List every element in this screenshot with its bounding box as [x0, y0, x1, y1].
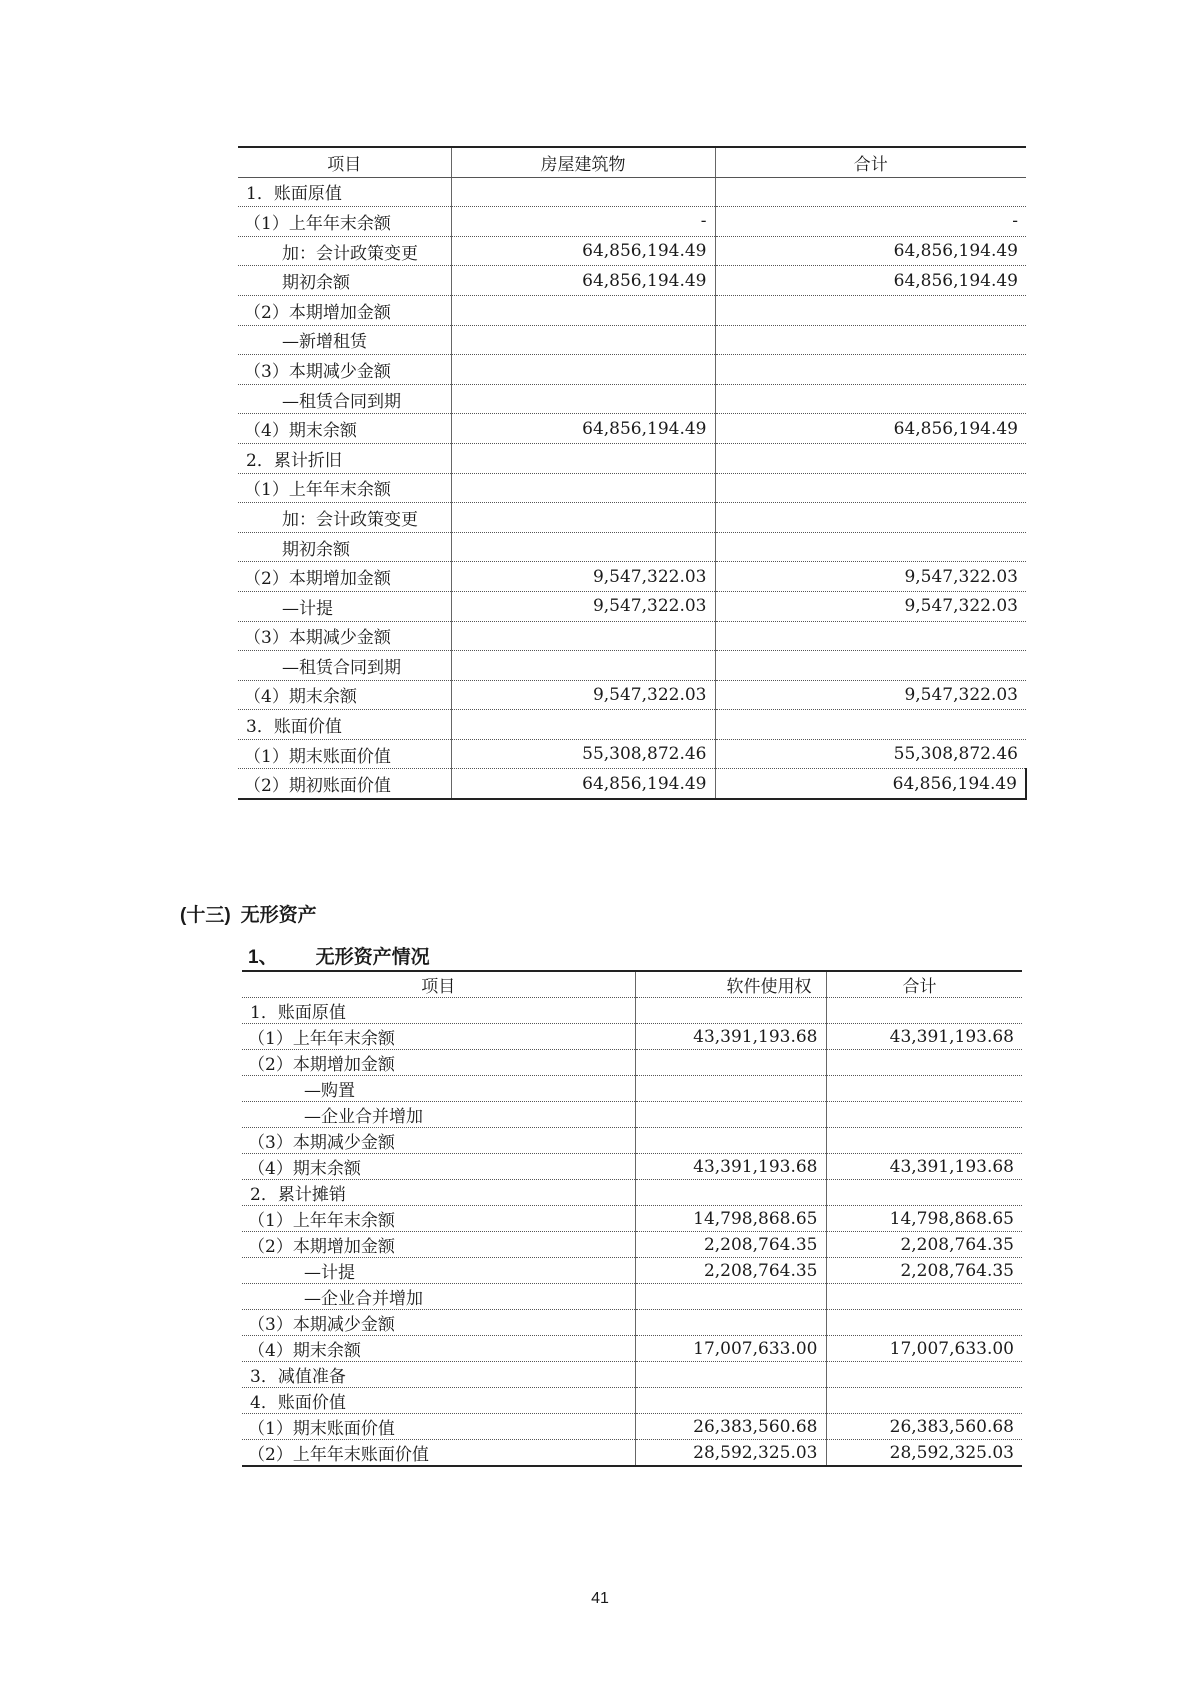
row-item: （1）上年年末余额 [238, 207, 451, 237]
row-total [715, 473, 1026, 503]
row-item: （1）期末账面价值 [238, 739, 451, 769]
table-row [238, 266, 1026, 296]
row-item: （1）上年年末余额 [242, 1206, 635, 1232]
row-value [451, 532, 715, 562]
table-header-row [238, 147, 1026, 177]
row-item: （4）期末余额 [238, 414, 451, 444]
table-row [238, 503, 1026, 533]
page-number: 41 [591, 1590, 609, 1607]
row-item: —购置 [242, 1076, 635, 1102]
row-value [635, 1310, 826, 1336]
table-row [238, 562, 1026, 592]
section-number: (十三) [180, 905, 231, 926]
row-value: 64,856,194.49 [451, 414, 715, 444]
row-total [826, 1388, 1022, 1414]
row-total [826, 1180, 1022, 1206]
row-value [451, 443, 715, 473]
table-row [242, 1362, 1022, 1388]
table-row [238, 739, 1026, 769]
table-row [242, 1310, 1022, 1336]
row-item: （2）本期增加金额 [242, 1232, 635, 1258]
header-total: 合计 [826, 971, 1022, 998]
table-row [242, 1024, 1022, 1050]
table-row [242, 1154, 1022, 1180]
table-row [242, 1414, 1022, 1440]
row-value: - [451, 207, 715, 237]
row-item: （2）上年年末账面价值 [248, 1445, 429, 1465]
row-value [451, 621, 715, 651]
row-item: —企业合并增加 [242, 1102, 635, 1128]
row-total: 26,383,560.68 [826, 1414, 1022, 1440]
row-value [451, 503, 715, 533]
row-total: 55,308,872.46 [715, 739, 1026, 769]
row-total [715, 651, 1026, 681]
row-total [826, 1050, 1022, 1076]
row-value [635, 1284, 826, 1310]
row-total [715, 295, 1026, 325]
row-total [826, 1102, 1022, 1128]
table-row [238, 591, 1026, 621]
table-row [238, 295, 1026, 325]
header-software-rights: 软件使用权 [635, 971, 826, 998]
row-total: 9,547,322.03 [715, 562, 1026, 592]
table-row [238, 177, 1026, 207]
row-item: （1）上年年末余额 [242, 1024, 635, 1050]
table-row [238, 355, 1026, 385]
row-total: 2,208,764.35 [826, 1258, 1022, 1284]
subsection-heading [248, 942, 430, 969]
row-item: 加：会计政策变更 [238, 236, 451, 266]
row-total: - [715, 207, 1026, 237]
row-item: （1）上年年末余额 [238, 473, 451, 503]
table-row [238, 680, 1026, 710]
row-total [826, 1128, 1022, 1154]
row-item: —新增租赁 [238, 325, 451, 355]
row-item: （2）本期增加金额 [238, 562, 451, 592]
row-item: （3）本期减少金额 [242, 1128, 635, 1154]
table-row [238, 384, 1026, 414]
table-row [242, 1206, 1022, 1232]
row-value [451, 177, 715, 207]
row-value [451, 384, 715, 414]
row-item: 3．账面价值 [238, 710, 451, 740]
row-total [826, 1310, 1022, 1336]
row-value: 26,383,560.68 [635, 1414, 826, 1440]
row-item: 期初余额 [238, 532, 451, 562]
header-item: 项目 [242, 971, 635, 998]
row-item: （2）本期增加金额 [238, 295, 451, 325]
row-total: 14,798,868.65 [826, 1206, 1022, 1232]
row-value [451, 325, 715, 355]
row-total [715, 532, 1026, 562]
right-of-use-assets-table [238, 146, 1027, 800]
table-row [242, 1128, 1022, 1154]
row-item: 3．减值准备 [242, 1362, 635, 1388]
row-total: 43,391,193.68 [826, 1024, 1022, 1050]
row-value [451, 651, 715, 681]
row-total [826, 1284, 1022, 1310]
intangible-assets-table [242, 970, 1022, 1467]
table-row [238, 236, 1026, 266]
table-row [242, 1102, 1022, 1128]
row-item: —计提 [238, 591, 451, 621]
row-item: 加：会计政策变更 [238, 503, 451, 533]
row-item: 2．累计摊销 [242, 1180, 635, 1206]
section-heading [180, 900, 317, 927]
row-value: 64,856,194.49 [451, 769, 715, 799]
row-value [635, 1388, 826, 1414]
row-value [451, 473, 715, 503]
row-value [635, 1076, 826, 1102]
row-total [715, 355, 1026, 385]
row-total [715, 177, 1026, 207]
row-item: —计提 [242, 1258, 635, 1284]
row-item: （3）本期减少金额 [238, 355, 451, 385]
row-value: 43,391,193.68 [635, 1154, 826, 1180]
row-value: 14,798,868.65 [635, 1206, 826, 1232]
table-row [238, 443, 1026, 473]
row-value [635, 1050, 826, 1076]
table-row [242, 1258, 1022, 1284]
row-total: 2,208,764.35 [826, 1232, 1022, 1258]
row-total: 28,592,325.03 [826, 1440, 1022, 1467]
row-item: —租赁合同到期 [238, 651, 451, 681]
table-row [238, 769, 1026, 799]
row-total [715, 621, 1026, 651]
row-total [715, 710, 1026, 740]
row-item: （4）期末余额 [242, 1154, 635, 1180]
header-buildings: 房屋建筑物 [451, 147, 715, 177]
table-row [242, 1388, 1022, 1414]
row-total: 64,856,194.49 [715, 266, 1026, 296]
row-total [715, 503, 1026, 533]
section-title: 无形资产 [240, 905, 317, 926]
table-row [242, 998, 1022, 1024]
row-item: 2．累计折旧 [238, 443, 451, 473]
row-value [635, 1102, 826, 1128]
table-row [238, 325, 1026, 355]
row-value: 28,592,325.03 [635, 1440, 826, 1467]
row-value: 9,547,322.03 [451, 562, 715, 592]
row-item: （2）本期增加金额 [242, 1050, 635, 1076]
row-value [451, 355, 715, 385]
row-total [715, 384, 1026, 414]
subsection-number: 1、 [248, 947, 278, 968]
row-value: 9,547,322.03 [451, 591, 715, 621]
row-item: （1）期末账面价值 [242, 1414, 635, 1440]
header-total: 合计 [715, 147, 1026, 177]
row-value [635, 1180, 826, 1206]
table-row [242, 1232, 1022, 1258]
table-row [238, 651, 1026, 681]
row-total: 9,547,322.03 [715, 591, 1026, 621]
table-row [238, 621, 1026, 651]
row-value: 2,208,764.35 [635, 1232, 826, 1258]
table-row [238, 532, 1026, 562]
row-total: 64,856,194.49 [715, 236, 1026, 266]
row-item: 4．账面价值 [242, 1388, 635, 1414]
row-total [826, 1076, 1022, 1102]
row-value: 9,547,322.03 [451, 680, 715, 710]
row-item: （2）期初账面价值 [244, 776, 391, 797]
row-item: （4）期末余额 [242, 1336, 635, 1362]
row-total: 17,007,633.00 [826, 1336, 1022, 1362]
row-total: 64,856,194.49 [715, 769, 1026, 799]
row-item: 1．账面原值 [238, 177, 451, 207]
table-row [238, 207, 1026, 237]
row-item: —企业合并增加 [242, 1284, 635, 1310]
row-value: 17,007,633.00 [635, 1336, 826, 1362]
row-total [826, 1362, 1022, 1388]
row-item: —租赁合同到期 [238, 384, 451, 414]
row-total: 64,856,194.49 [715, 414, 1026, 444]
row-value: 64,856,194.49 [451, 266, 715, 296]
row-value [635, 1128, 826, 1154]
row-item: （3）本期减少金额 [242, 1310, 635, 1336]
table-row [242, 1180, 1022, 1206]
table-header-row [242, 971, 1022, 998]
row-item: 期初余额 [238, 266, 451, 296]
table-row [242, 1050, 1022, 1076]
table-row [238, 473, 1026, 503]
row-total [715, 325, 1026, 355]
table-row [242, 1076, 1022, 1102]
row-value: 43,391,193.68 [635, 1024, 826, 1050]
row-value [635, 998, 826, 1024]
row-item: 1．账面原值 [242, 998, 635, 1024]
header-item: 项目 [238, 147, 451, 177]
table-row [242, 1336, 1022, 1362]
row-total [715, 443, 1026, 473]
row-value [451, 295, 715, 325]
row-value [635, 1362, 826, 1388]
table-row [242, 1284, 1022, 1310]
row-value: 2,208,764.35 [635, 1258, 826, 1284]
table-row [242, 1440, 1022, 1467]
row-total [826, 998, 1022, 1024]
table-row [238, 710, 1026, 740]
row-value [451, 710, 715, 740]
row-value: 64,856,194.49 [451, 236, 715, 266]
row-total: 9,547,322.03 [715, 680, 1026, 710]
row-item: （4）期末余额 [238, 680, 451, 710]
table-row [238, 414, 1026, 444]
row-item: （3）本期减少金额 [238, 621, 451, 651]
row-total: 43,391,193.68 [826, 1154, 1022, 1180]
subsection-title: 无形资产情况 [315, 947, 430, 968]
row-value: 55,308,872.46 [451, 739, 715, 769]
